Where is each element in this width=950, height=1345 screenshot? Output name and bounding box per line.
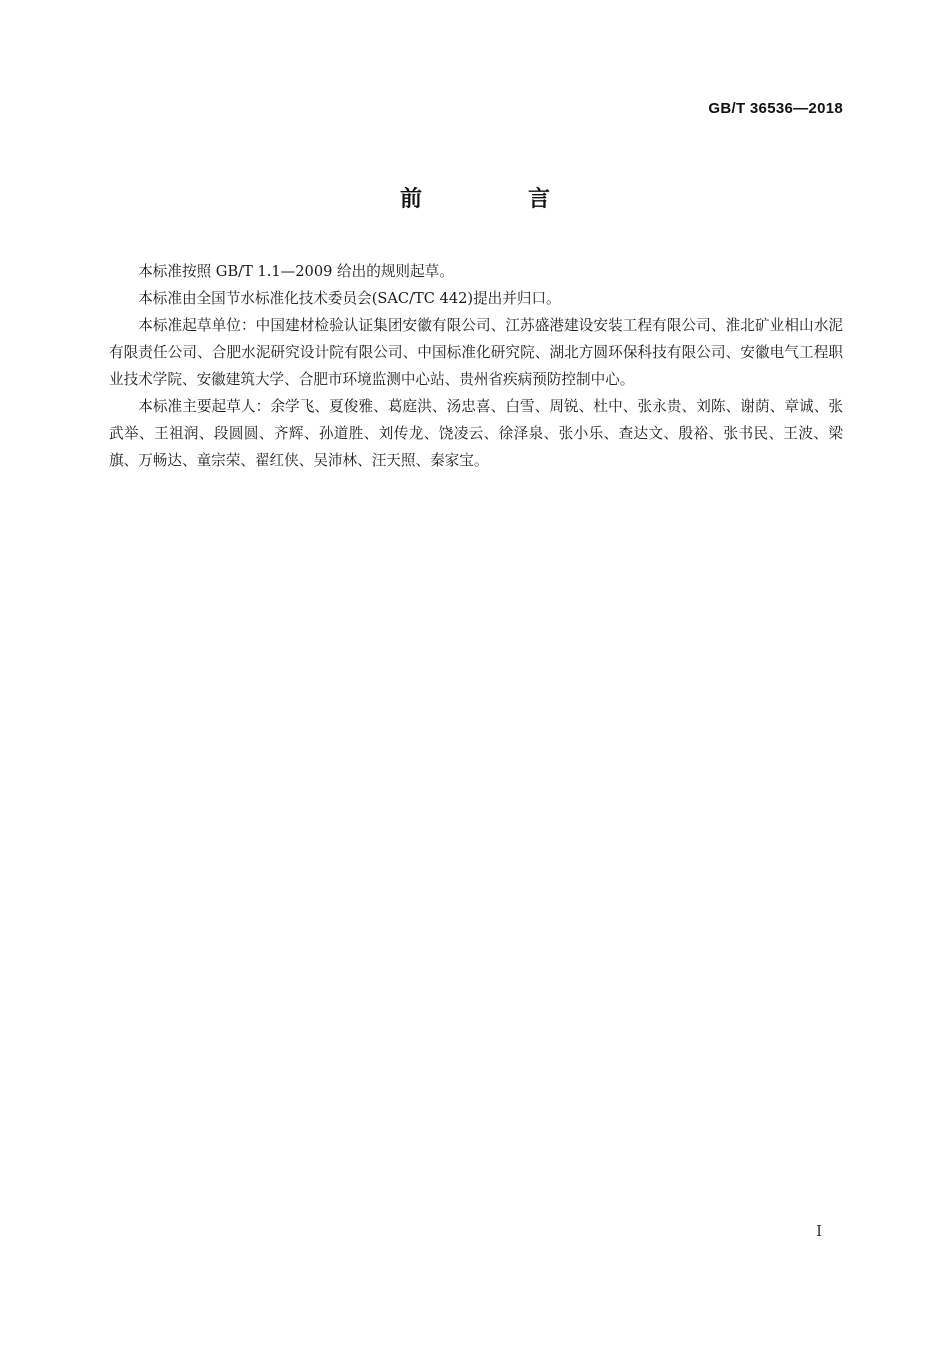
paragraph-drafting-units: 本标准起草单位：中国建材检验认证集团安徽有限公司、江苏盛港建设安装工程有限公司、淮北矿业相山水泥有限责任公司、合肥水泥研究设计院有限公司、中国标准化研究院、湖北方圆环保科技有限公司、安徽电气工程职业技术学院、安徽建筑大学、合肥市环境监测中心站、贵州省疾病预防控制中心。	[109, 317, 843, 388]
page-title: 前 言	[399, 187, 592, 212]
paragraph-drafting-rules: 本标准按照 GB/T 1.1—2009 给出的规则起草。	[138, 263, 454, 280]
paragraph-drafters: 本标准主要起草人：余学飞、夏俊雅、葛庭洪、汤忠喜、白雪、周锐、杜中、张永贵、刘陈、谢荫、章诚、张武举、王祖润、段圆圆、齐辉、孙道胜、刘传龙、饶凌云、徐泽泉、张小乐、查达文、殷裕、张书民、王波、梁旗、万畅达、童宗荣、翟红侠、吴沛林、汪天照、秦家宝。	[109, 398, 843, 469]
paragraph-proposer: 本标准由全国节水标准化技术委员会(SAC/TC 442)提出并归口。	[138, 290, 561, 307]
page-number: I	[816, 1222, 822, 1240]
foreword-body	[109, 258, 843, 474]
standard-code: GB/T 36536—2018	[708, 100, 843, 117]
